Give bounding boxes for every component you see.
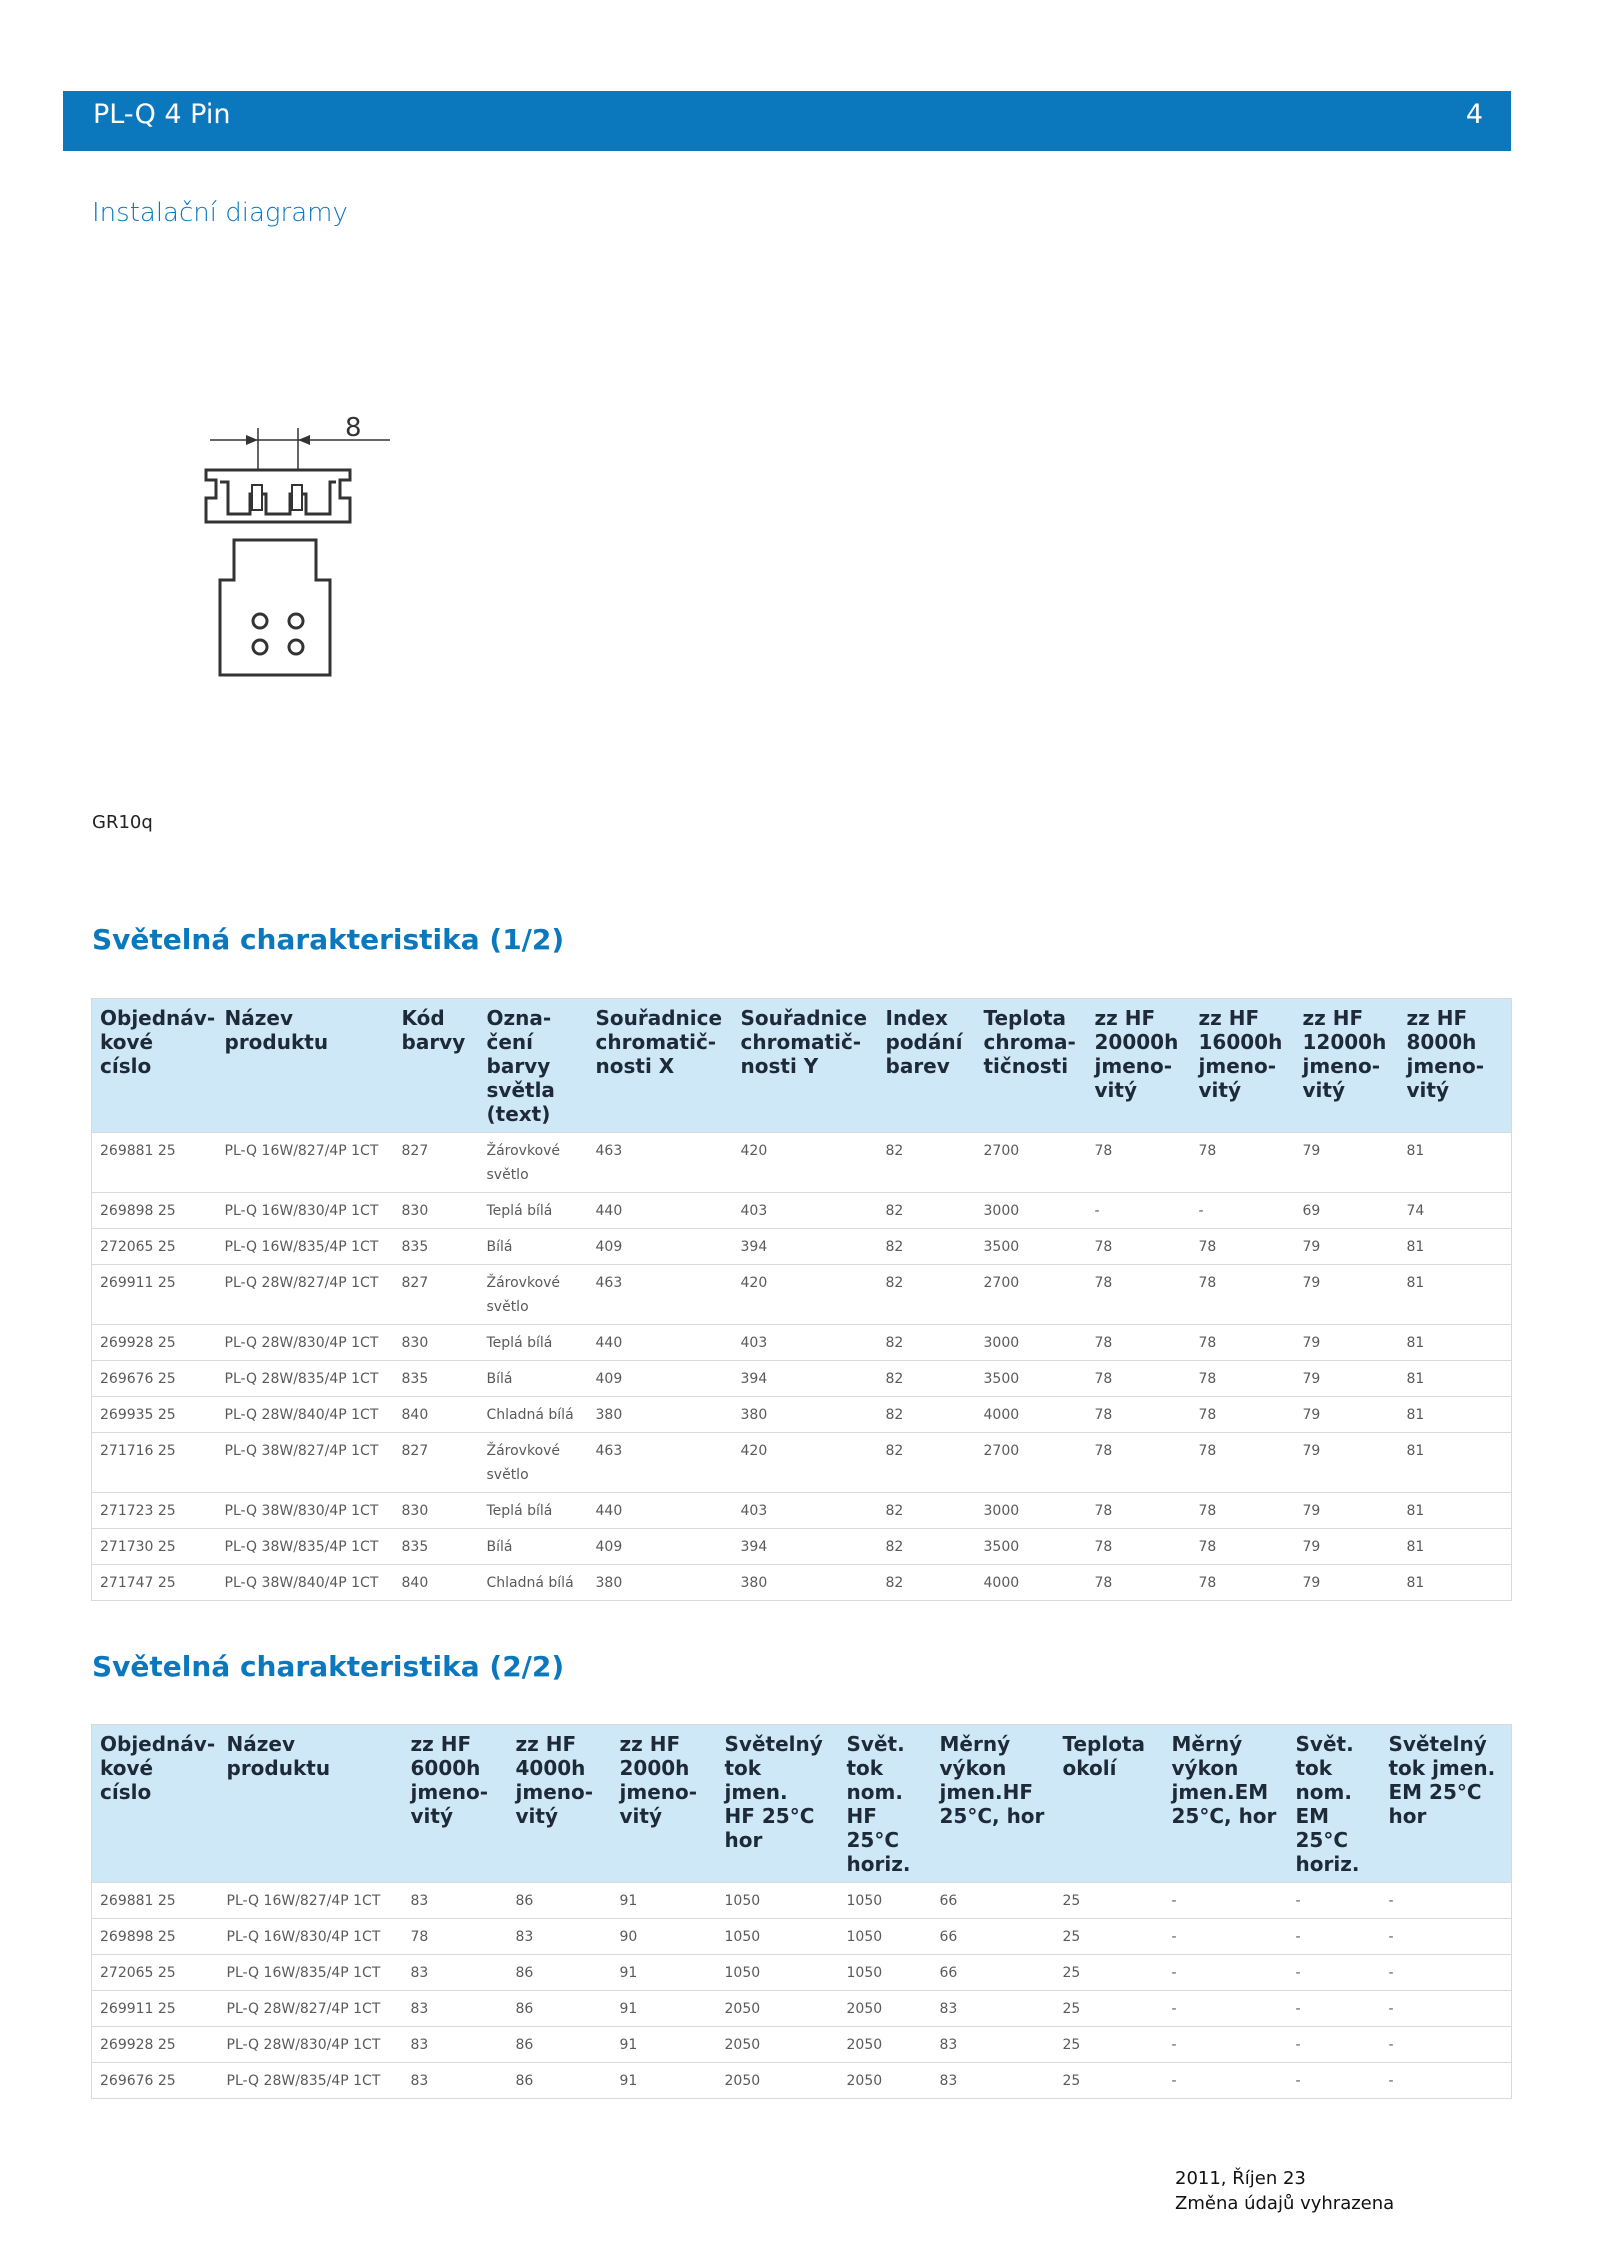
- table-cell: 2700: [976, 1133, 1087, 1193]
- column-header: Svět. tok nom. HF 25°C horiz.: [839, 1725, 932, 1883]
- table-cell: PL-Q 28W/830/4P 1CT: [217, 1325, 394, 1361]
- table-cell: -: [1288, 2063, 1381, 2099]
- table-cell: -: [1381, 2063, 1512, 2099]
- table-cell: PL-Q 16W/830/4P 1CT: [217, 1193, 394, 1229]
- table-cell: 3000: [976, 1193, 1087, 1229]
- table-cell: 78: [1191, 1361, 1295, 1397]
- table-cell: 78: [1191, 1493, 1295, 1529]
- table-cell: 78: [1087, 1565, 1191, 1601]
- gr10q-base-diagram: [190, 410, 400, 690]
- table-cell: Bílá: [479, 1529, 588, 1565]
- table-cell: 78: [1087, 1361, 1191, 1397]
- table-cell: 420: [733, 1265, 878, 1325]
- table-cell: 74: [1399, 1193, 1512, 1229]
- table-cell: 78: [1191, 1565, 1295, 1601]
- table-cell: 78: [1191, 1397, 1295, 1433]
- table-cell: 86: [508, 1883, 612, 1919]
- table-cell: 3500: [976, 1529, 1087, 1565]
- table-cell: 78: [1087, 1229, 1191, 1265]
- table-cell: 1050: [839, 1919, 932, 1955]
- table-cell: 79: [1295, 1397, 1399, 1433]
- table-cell: 463: [588, 1265, 733, 1325]
- table-cell: PL-Q 28W/835/4P 1CT: [219, 2063, 403, 2099]
- table-cell: 82: [878, 1493, 976, 1529]
- table-cell: 830: [394, 1193, 479, 1229]
- table-cell: 79: [1295, 1133, 1399, 1193]
- table-cell: 81: [1399, 1133, 1512, 1193]
- table-cell: 409: [588, 1229, 733, 1265]
- column-header: zz HF 16000h jmeno- vitý: [1191, 999, 1295, 1133]
- table-cell: 1050: [717, 1919, 839, 1955]
- table-cell: 78: [1087, 1529, 1191, 1565]
- table-cell: 835: [394, 1229, 479, 1265]
- table-cell: -: [1164, 1919, 1288, 1955]
- table-row: [92, 1193, 1512, 1229]
- table-cell: 81: [1399, 1565, 1512, 1601]
- table-cell: -: [1164, 2063, 1288, 2099]
- table-cell: 66: [932, 1919, 1055, 1955]
- table-cell: 269911 25: [92, 1991, 219, 2027]
- table-cell: 2050: [839, 1991, 932, 2027]
- light-characteristics-table-1: [91, 998, 1512, 1601]
- column-header: Souřadnice chromatič- nosti X: [588, 999, 733, 1133]
- table-cell: 66: [932, 1883, 1055, 1919]
- table-cell: 25: [1055, 1955, 1164, 1991]
- table-cell: PL-Q 28W/840/4P 1CT: [217, 1397, 394, 1433]
- column-header: Světelný tok jmen. HF 25°C hor: [717, 1725, 839, 1883]
- table-cell: 271730 25: [92, 1529, 217, 1565]
- table-cell: 83: [403, 1991, 508, 2027]
- table-cell: -: [1381, 1919, 1512, 1955]
- table-cell: PL-Q 28W/827/4P 1CT: [219, 1991, 403, 2027]
- column-header: zz HF 12000h jmeno- vitý: [1295, 999, 1399, 1133]
- table-cell: 78: [1087, 1133, 1191, 1193]
- table-cell: 82: [878, 1361, 976, 1397]
- table-cell: 394: [733, 1229, 878, 1265]
- page-number: 4: [1465, 99, 1483, 130]
- table-cell: 83: [403, 2027, 508, 2063]
- table-cell: PL-Q 16W/835/4P 1CT: [219, 1955, 403, 1991]
- light-characteristics-table-2: [91, 1724, 1512, 2099]
- table-cell: 409: [588, 1529, 733, 1565]
- table-cell: 82: [878, 1433, 976, 1493]
- table-cell: Chladná bílá: [479, 1397, 588, 1433]
- table-cell: 86: [508, 1955, 612, 1991]
- table-cell: 78: [1191, 1133, 1295, 1193]
- table-cell: 81: [1399, 1529, 1512, 1565]
- table-cell: 78: [1191, 1433, 1295, 1493]
- table-row: [92, 1493, 1512, 1529]
- table-cell: 82: [878, 1397, 976, 1433]
- table-cell: 86: [508, 2063, 612, 2099]
- table-cell: -: [1164, 1991, 1288, 2027]
- column-header: Souřadnice chromatič- nosti Y: [733, 999, 878, 1133]
- table-cell: 271747 25: [92, 1565, 217, 1601]
- column-header: zz HF 8000h jmeno- vitý: [1399, 999, 1512, 1133]
- section-title-1: Světelná charakteristika (1/2): [92, 923, 565, 956]
- table-cell: -: [1164, 1955, 1288, 1991]
- column-header: Teplota chroma- tičnosti: [976, 999, 1087, 1133]
- table-cell: 83: [932, 2063, 1055, 2099]
- table-cell: -: [1381, 2027, 1512, 2063]
- table-cell: Teplá bílá: [479, 1193, 588, 1229]
- table-cell: 82: [878, 1529, 976, 1565]
- table-cell: 2050: [839, 2027, 932, 2063]
- table-row: [92, 1133, 1512, 1193]
- table-cell: -: [1164, 1883, 1288, 1919]
- footer-date: 2011, Říjen 23: [1175, 2168, 1306, 2189]
- column-header: Objednáv- kové císlo: [92, 999, 217, 1133]
- table-cell: PL-Q 16W/827/4P 1CT: [217, 1133, 394, 1193]
- table-cell: 269911 25: [92, 1265, 217, 1325]
- table-cell: 3000: [976, 1325, 1087, 1361]
- table-cell: Bílá: [479, 1229, 588, 1265]
- table-cell: 81: [1399, 1493, 1512, 1529]
- table-cell: PL-Q 38W/835/4P 1CT: [217, 1529, 394, 1565]
- table-cell: 66: [932, 1955, 1055, 1991]
- table-cell: 272065 25: [92, 1955, 219, 1991]
- table-cell: Bílá: [479, 1361, 588, 1397]
- table-row: [92, 1565, 1512, 1601]
- table-row: [92, 1955, 1512, 1991]
- document-title: PL-Q 4 Pin: [93, 99, 231, 130]
- table-cell: 78: [403, 1919, 508, 1955]
- table-cell: 83: [932, 1991, 1055, 2027]
- table-cell: 78: [1087, 1265, 1191, 1325]
- table-cell: 3500: [976, 1229, 1087, 1265]
- table-cell: 81: [1399, 1325, 1512, 1361]
- installation-heading: Instalační diagramy: [92, 198, 348, 228]
- table-row: [92, 1883, 1512, 1919]
- table-cell: 835: [394, 1529, 479, 1565]
- table-cell: 394: [733, 1529, 878, 1565]
- column-header: Objednáv- kové císlo: [92, 1725, 219, 1883]
- column-header: Ozna- čení barvy světla (text): [479, 999, 588, 1133]
- table-row: [92, 1265, 1512, 1325]
- table-row: [92, 1433, 1512, 1493]
- column-header: Světelný tok jmen. EM 25°C hor: [1381, 1725, 1512, 1883]
- table-cell: 2050: [717, 1991, 839, 2027]
- table-cell: Žárovkové světlo: [479, 1133, 588, 1193]
- table-cell: Teplá bílá: [479, 1493, 588, 1529]
- table-cell: 78: [1191, 1325, 1295, 1361]
- table-row: [92, 1361, 1512, 1397]
- table-cell: 269676 25: [92, 2063, 219, 2099]
- table-cell: 3000: [976, 1493, 1087, 1529]
- table-cell: 1050: [717, 1883, 839, 1919]
- table-cell: 83: [932, 2027, 1055, 2063]
- table-row: [92, 2027, 1512, 2063]
- table-cell: 81: [1399, 1433, 1512, 1493]
- base-type-caption: GR10q: [92, 812, 153, 833]
- table-cell: 83: [508, 1919, 612, 1955]
- table-cell: 403: [733, 1193, 878, 1229]
- table-cell: 830: [394, 1493, 479, 1529]
- table-cell: Žárovkové světlo: [479, 1433, 588, 1493]
- table-cell: PL-Q 28W/827/4P 1CT: [217, 1265, 394, 1325]
- table-cell: 835: [394, 1361, 479, 1397]
- table-cell: 83: [403, 1883, 508, 1919]
- table-cell: 79: [1295, 1433, 1399, 1493]
- footer-note: Změna údajů vyhrazena: [1175, 2193, 1395, 2214]
- table-cell: -: [1381, 1883, 1512, 1919]
- table-cell: PL-Q 38W/827/4P 1CT: [217, 1433, 394, 1493]
- table-cell: 1050: [839, 1883, 932, 1919]
- table-cell: 1050: [839, 1955, 932, 1991]
- section-title-2: Světelná charakteristika (2/2): [92, 1650, 565, 1683]
- table-cell: 463: [588, 1133, 733, 1193]
- table-cell: 82: [878, 1229, 976, 1265]
- table-cell: PL-Q 16W/830/4P 1CT: [219, 1919, 403, 1955]
- table-cell: -: [1288, 1919, 1381, 1955]
- table-cell: 78: [1087, 1325, 1191, 1361]
- table-cell: 827: [394, 1265, 479, 1325]
- table-cell: 82: [878, 1133, 976, 1193]
- table-cell: 380: [588, 1565, 733, 1601]
- table-cell: 25: [1055, 1883, 1164, 1919]
- table-cell: 91: [612, 1955, 717, 1991]
- table-cell: 3500: [976, 1361, 1087, 1397]
- table-cell: 82: [878, 1265, 976, 1325]
- table-cell: 91: [612, 1883, 717, 1919]
- table-cell: PL-Q 38W/840/4P 1CT: [217, 1565, 394, 1601]
- table-cell: -: [1288, 1955, 1381, 1991]
- table-cell: 90: [612, 1919, 717, 1955]
- table-cell: -: [1288, 2027, 1381, 2063]
- table-cell: 91: [612, 2027, 717, 2063]
- table-cell: 2700: [976, 1265, 1087, 1325]
- table-cell: 403: [733, 1325, 878, 1361]
- table-cell: 86: [508, 1991, 612, 2027]
- table-cell: Teplá bílá: [479, 1325, 588, 1361]
- table-cell: 83: [403, 1955, 508, 1991]
- table-row: [92, 1325, 1512, 1361]
- table-cell: PL-Q 38W/830/4P 1CT: [217, 1493, 394, 1529]
- table-cell: 269935 25: [92, 1397, 217, 1433]
- table-cell: 830: [394, 1325, 479, 1361]
- column-header: zz HF 20000h jmeno- vitý: [1087, 999, 1191, 1133]
- table-cell: 4000: [976, 1565, 1087, 1601]
- table-cell: 82: [878, 1325, 976, 1361]
- table-cell: 271716 25: [92, 1433, 217, 1493]
- table-cell: 78: [1191, 1265, 1295, 1325]
- table-cell: 403: [733, 1493, 878, 1529]
- table-cell: 82: [878, 1193, 976, 1229]
- dimension-label: 8: [345, 413, 362, 443]
- table-cell: 91: [612, 1991, 717, 2027]
- table-cell: 25: [1055, 2063, 1164, 2099]
- table-cell: 2050: [717, 2063, 839, 2099]
- table-cell: -: [1288, 1883, 1381, 1919]
- table-cell: 2050: [717, 2027, 839, 2063]
- column-header: Měrný výkon jmen.HF 25°C, hor: [932, 1725, 1055, 1883]
- table-cell: 83: [403, 2063, 508, 2099]
- table-cell: 81: [1399, 1229, 1512, 1265]
- table-cell: 86: [508, 2027, 612, 2063]
- table-cell: PL-Q 16W/827/4P 1CT: [219, 1883, 403, 1919]
- table-cell: 69: [1295, 1193, 1399, 1229]
- table-cell: 79: [1295, 1565, 1399, 1601]
- table-cell: -: [1381, 1991, 1512, 2027]
- table-cell: 380: [733, 1565, 878, 1601]
- table-cell: PL-Q 28W/835/4P 1CT: [217, 1361, 394, 1397]
- table-cell: 420: [733, 1133, 878, 1193]
- table-cell: 79: [1295, 1229, 1399, 1265]
- column-header: Měrný výkon jmen.EM 25°C, hor: [1164, 1725, 1288, 1883]
- table-cell: 79: [1295, 1493, 1399, 1529]
- table-cell: 269898 25: [92, 1193, 217, 1229]
- table-cell: 463: [588, 1433, 733, 1493]
- table-cell: 380: [733, 1397, 878, 1433]
- table-cell: 79: [1295, 1325, 1399, 1361]
- table-cell: 81: [1399, 1265, 1512, 1325]
- table-cell: -: [1191, 1193, 1295, 1229]
- table-cell: 25: [1055, 2027, 1164, 2063]
- table-cell: 2700: [976, 1433, 1087, 1493]
- column-header: Index podání barev: [878, 999, 976, 1133]
- table-cell: Žárovkové světlo: [479, 1265, 588, 1325]
- table-cell: 440: [588, 1493, 733, 1529]
- table-row: [92, 1919, 1512, 1955]
- table-cell: -: [1381, 1955, 1512, 1991]
- table-cell: 272065 25: [92, 1229, 217, 1265]
- column-header: Název produktu: [219, 1725, 403, 1883]
- table-cell: 269928 25: [92, 2027, 219, 2063]
- column-header: zz HF 2000h jmeno- vitý: [612, 1725, 717, 1883]
- table-row: [92, 1397, 1512, 1433]
- table-cell: 81: [1399, 1397, 1512, 1433]
- table-cell: 269881 25: [92, 1883, 219, 1919]
- table-cell: 78: [1087, 1397, 1191, 1433]
- table-cell: 440: [588, 1193, 733, 1229]
- column-header: Název produktu: [217, 999, 394, 1133]
- table-cell: 25: [1055, 1919, 1164, 1955]
- table-cell: 827: [394, 1133, 479, 1193]
- column-header: Svět. tok nom. EM 25°C horiz.: [1288, 1725, 1381, 1883]
- table-cell: 4000: [976, 1397, 1087, 1433]
- table-cell: 394: [733, 1361, 878, 1397]
- table-cell: 269881 25: [92, 1133, 217, 1193]
- table-row: [92, 1229, 1512, 1265]
- table-cell: 1050: [717, 1955, 839, 1991]
- table-cell: 271723 25: [92, 1493, 217, 1529]
- column-header: zz HF 6000h jmeno- vitý: [403, 1725, 508, 1883]
- table-cell: 840: [394, 1565, 479, 1601]
- table-cell: -: [1288, 1991, 1381, 2027]
- table-row: [92, 2063, 1512, 2099]
- table-row: [92, 1991, 1512, 2027]
- table-cell: PL-Q 28W/830/4P 1CT: [219, 2027, 403, 2063]
- table-cell: 82: [878, 1565, 976, 1601]
- table-cell: 79: [1295, 1265, 1399, 1325]
- column-header: Kód barvy: [394, 999, 479, 1133]
- table-cell: 420: [733, 1433, 878, 1493]
- footer: [1175, 2166, 1394, 2216]
- table-cell: Chladná bílá: [479, 1565, 588, 1601]
- table-row: [92, 1529, 1512, 1565]
- table-cell: PL-Q 16W/835/4P 1CT: [217, 1229, 394, 1265]
- table-cell: 91: [612, 2063, 717, 2099]
- table-cell: 78: [1087, 1433, 1191, 1493]
- table-cell: -: [1164, 2027, 1288, 2063]
- table-cell: 25: [1055, 1991, 1164, 2027]
- table-cell: 440: [588, 1325, 733, 1361]
- table-cell: -: [1087, 1193, 1191, 1229]
- table-cell: 81: [1399, 1361, 1512, 1397]
- table-cell: 840: [394, 1397, 479, 1433]
- table-cell: 78: [1087, 1493, 1191, 1529]
- column-header: Teplota okolí: [1055, 1725, 1164, 1883]
- table-cell: 827: [394, 1433, 479, 1493]
- header-bar: [63, 91, 1511, 151]
- table-cell: 269676 25: [92, 1361, 217, 1397]
- table-cell: 269898 25: [92, 1919, 219, 1955]
- table-cell: 78: [1191, 1529, 1295, 1565]
- table-cell: 79: [1295, 1529, 1399, 1565]
- table-cell: 79: [1295, 1361, 1399, 1397]
- table-cell: 409: [588, 1361, 733, 1397]
- column-header: zz HF 4000h jmeno- vitý: [508, 1725, 612, 1883]
- table-cell: 2050: [839, 2063, 932, 2099]
- table-cell: 269928 25: [92, 1325, 217, 1361]
- table-cell: 78: [1191, 1229, 1295, 1265]
- table-cell: 380: [588, 1397, 733, 1433]
